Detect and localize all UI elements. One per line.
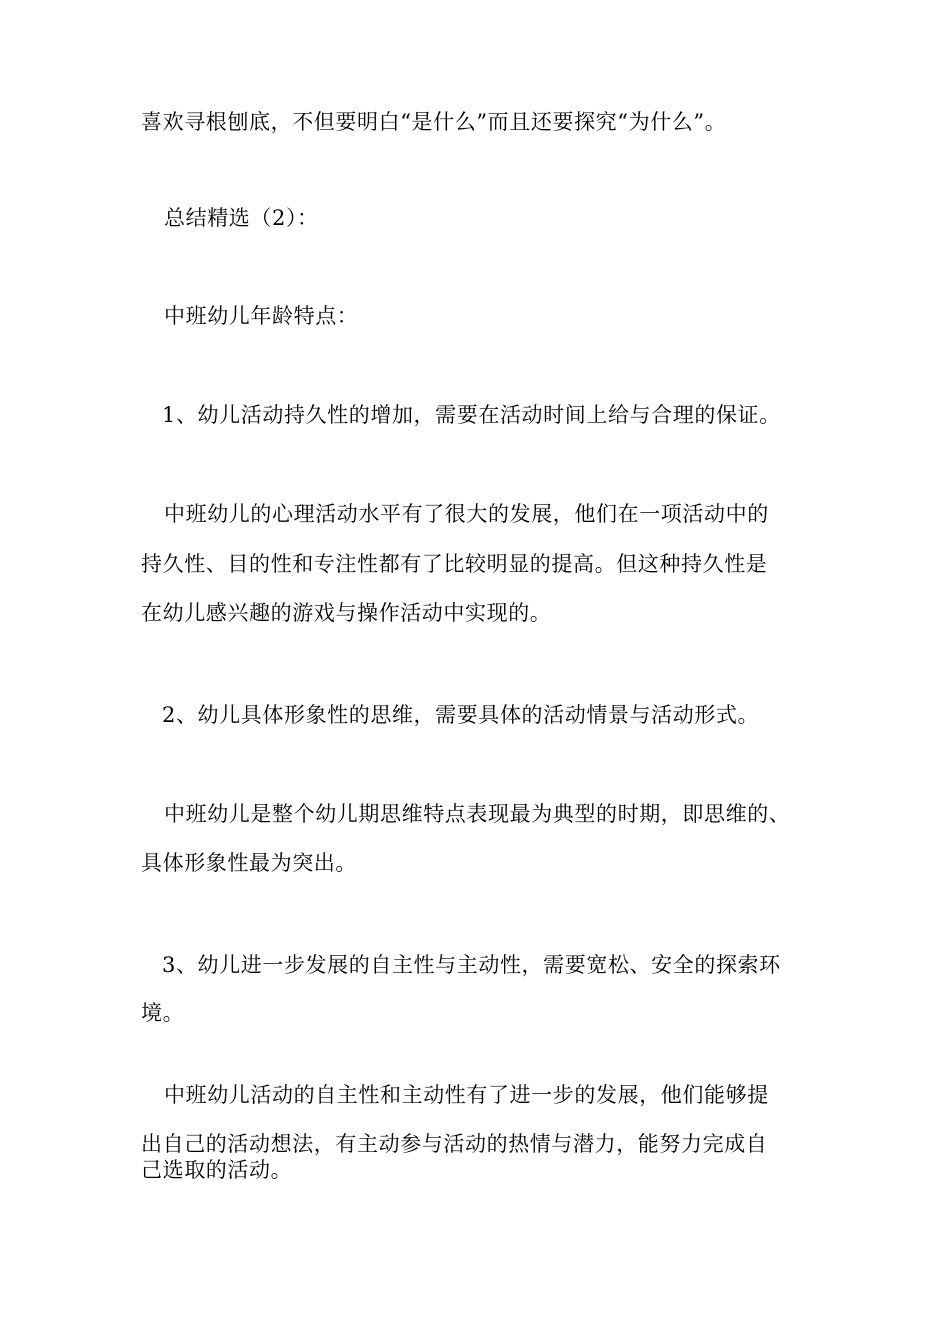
text-line: 己选取的活动。 xyxy=(141,1158,293,1182)
section-heading: 总结精选（2）： xyxy=(164,206,319,230)
text-line: 出自己的活动想法，有主动参与活动的热情与潜力，能努力完成自 xyxy=(141,1132,768,1156)
text-line: 喜欢寻根刨底，不但要明白“是什么”而且还要探究“为什么”。 xyxy=(141,110,727,134)
text-line: 持久性、目的性和专注性都有了比较明显的提高。但这种持久性是 xyxy=(141,552,768,576)
text-line: 在幼儿感兴趣的游戏与操作活动中实现的。 xyxy=(141,601,552,625)
point-heading: 2、幼儿具体形象性的思维，需要具体的活动情景与活动形式。 xyxy=(162,703,760,727)
text-line: 中班幼儿的心理活动水平有了很大的发展，他们在一项活动中的 xyxy=(164,502,769,526)
text-line: 中班幼儿是整个幼儿期思维特点表现最为典型的时期，即思维的、 xyxy=(164,802,791,826)
text-line: 具体形象性最为突出。 xyxy=(141,851,357,875)
text-line: 中班幼儿活动的自主性和主动性有了进一步的发展，他们能够提 xyxy=(164,1083,769,1107)
point-heading: 1、幼儿活动持久性的增加，需要在活动时间上给与合理的保证。 xyxy=(162,403,781,427)
point-heading: 3、幼儿进一步发展的自主性与主动性，需要宽松、安全的探索环 xyxy=(162,953,781,977)
subheading: 中班幼儿年龄特点： xyxy=(164,304,359,328)
text-line: 境。 xyxy=(141,1001,185,1025)
